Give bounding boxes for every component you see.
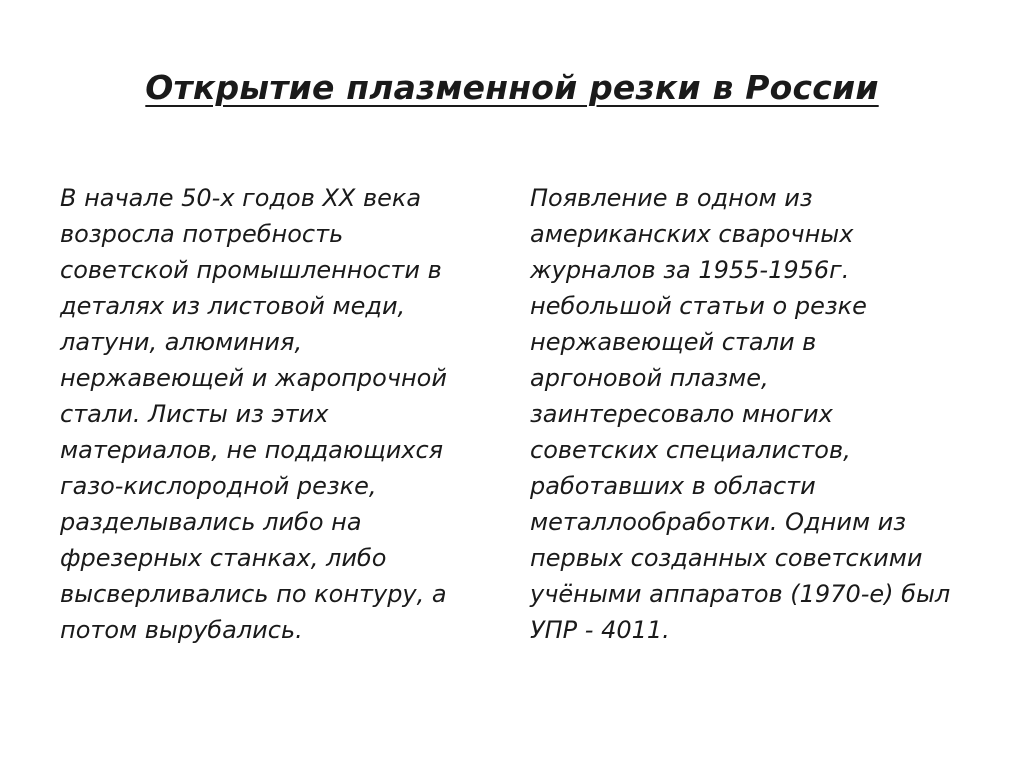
right-text-column: Появление в одном из американских сварочных журналов за 1955-1956г. небольшой статьи о резке нержавеющей стали в аргоновой плазме, заинтересовало многих советских специалистов, работавших в области металлообработки. Одним из первых созданных советскими учёными аппаратов (1970-е) был УПР - 4011. [530,184,951,644]
slide-title: Открытие плазменной резки в России [145,68,879,107]
left-text-column: В начале 50-х годов XX века возросла потребность советской промышленности в деталях из листовой меди, латуни, алюминия, нержавеющей и жаропрочной стали. Листы из этих материалов, не поддающихся газо-кислородной резке, разделывались либо на фрезерных станках, либо высверливались по контуру, а потом вырубались. [60,184,447,644]
